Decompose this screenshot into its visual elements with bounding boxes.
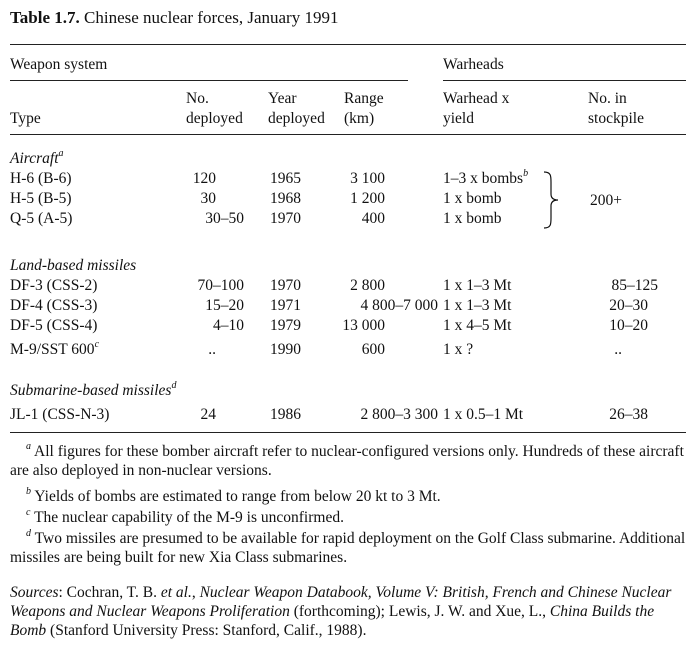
- cell-warhead: 1 x 1–3 Mt: [443, 297, 512, 314]
- section-submarine-based: Submarine-based missiles$^d$: [10, 379, 177, 399]
- sources-label: Sources: [10, 584, 59, 601]
- section-aircraft: Aircraft$^a$: [10, 147, 64, 167]
- header-stockpile-1: No. in: [588, 90, 627, 107]
- cell-year: 1990: [270, 341, 301, 358]
- header-range-1: Range: [344, 90, 384, 107]
- cell-year: 1971: [270, 297, 301, 314]
- top-rule: [10, 44, 686, 45]
- cell-type: Q-5 (A-5): [10, 210, 73, 227]
- header-stockpile-2: stockpile: [588, 110, 644, 127]
- cell-type: H-5 (B-5): [10, 190, 72, 207]
- cell-warhead: 1–3 x bombs$^b$: [443, 167, 529, 187]
- sources-note: Sources: Cochran, T. B. et al., Nuclear Weapon Databook, Volume V: British, French and Chinese Nuclear Weapons and Nuclear Weapons Proliferation (forthcoming); Lewis, J. W. and Xue, L., China Builds the Bomb (Stanford University Press: Stanford, Calif., 1988).: [10, 584, 672, 639]
- bottom-rule: [10, 432, 686, 433]
- cell-range: 4 800–7 000: [360, 297, 438, 314]
- cell-warhead: 1 x 1–3 Mt: [443, 277, 512, 294]
- footnote-mark: a: [26, 440, 31, 452]
- cell-range: 3 100: [350, 170, 385, 187]
- cell-range: 13 000: [342, 317, 385, 334]
- cell-stockpile: 10–20: [609, 317, 648, 334]
- cell-stockpile: 85–125: [611, 277, 658, 294]
- header-year-2: deployed: [268, 110, 325, 127]
- source-book-title: Nuclear Weapon Databook, Volume V: British, French and Chinese Nuclear Weapons and Nuclear Weapons Proliferation: [10, 584, 672, 620]
- footnote-d: $^d$ Two missiles are presumed to be available for rapid deployment on the Golf Class submarine. Additional missiles are being built for new Xia Class submarines.: [10, 527, 686, 566]
- cell-deployed: ..: [208, 341, 216, 358]
- header-type: Type: [10, 110, 41, 127]
- cell-type: M-9/SST 600$^c$: [10, 338, 100, 358]
- cell-warhead: 1 x 0.5–1 Mt: [443, 406, 524, 423]
- table-caption: Chinese nuclear forces, January 1991: [84, 8, 339, 27]
- cell-deployed: 30: [200, 190, 216, 207]
- cell-stockpile: 20–30: [609, 297, 648, 314]
- footnote-mark: a: [58, 147, 64, 159]
- cell-year: 1986: [270, 406, 301, 423]
- cell-stockpile-group: 200+: [590, 192, 622, 209]
- header-no-deployed-2: deployed: [186, 110, 243, 127]
- weapon-group-rule: [10, 80, 408, 81]
- cell-deployed: 15–20: [205, 297, 244, 314]
- cell-stockpile: 26–38: [609, 406, 648, 423]
- cell-warhead: 1 x bomb: [443, 190, 502, 207]
- group-weapon-system: Weapon system: [10, 56, 108, 73]
- footnote-mark: d: [171, 379, 177, 391]
- cell-warhead: 1 x 4–5 Mt: [443, 317, 512, 334]
- footnote-c: $^c$ The nuclear capability of the M-9 is unconfirmed.: [26, 506, 344, 526]
- header-warhead-2: yield: [443, 110, 474, 127]
- cell-deployed: 120: [192, 170, 216, 187]
- warheads-group-rule: [443, 80, 686, 81]
- cell-range: 2 800: [350, 277, 385, 294]
- section-land-based: Land-based missiles: [10, 257, 137, 274]
- cell-warhead: 1 x ?: [443, 341, 474, 358]
- cell-deployed: 4–10: [213, 317, 244, 334]
- cell-warhead: 1 x bomb: [443, 210, 502, 227]
- cell-type: JL-1 (CSS-N-3): [10, 406, 110, 423]
- cell-type: DF-4 (CSS-3): [10, 297, 98, 314]
- cell-type: DF-3 (CSS-2): [10, 277, 98, 294]
- cell-range: 400: [361, 210, 385, 227]
- footnote-b: $^b$ Yields of bombs are estimated to range from below 20 kt to 3 Mt.: [26, 485, 441, 505]
- cell-deployed: 30–50: [205, 210, 244, 227]
- table-number: Table 1.7.: [10, 8, 80, 27]
- footnote-mark: c: [94, 338, 100, 350]
- cell-range: 2 800–3 300: [360, 406, 438, 423]
- cell-range: 600: [361, 341, 385, 358]
- cell-year: 1968: [270, 190, 301, 207]
- cell-deployed: 24: [200, 406, 216, 423]
- header-no-deployed-1: No.: [186, 90, 209, 107]
- group-warheads: Warheads: [443, 56, 504, 73]
- header-range-2: (km): [344, 110, 375, 127]
- cell-type: DF-5 (CSS-4): [10, 317, 98, 334]
- header-year-1: Year: [268, 90, 297, 107]
- cell-type: H-6 (B-6): [10, 170, 72, 187]
- header-warhead-1: Warhead x: [443, 90, 510, 107]
- curly-brace-icon: [538, 170, 562, 230]
- footnote-mark: b: [26, 485, 31, 497]
- header-rule: [10, 134, 686, 135]
- table-title: [10, 8, 338, 28]
- cell-year: 1979: [270, 317, 301, 334]
- footnote-mark: b: [523, 167, 529, 179]
- cell-year: 1965: [270, 170, 301, 187]
- cell-year: 1970: [270, 210, 301, 227]
- cell-range: 1 200: [350, 190, 385, 207]
- footnote-a: $^a$ All figures for these bomber aircraft refer to nuclear-configured versions only. Hundreds of these aircraft are also deployed in non-nuclear versions.: [10, 440, 684, 479]
- cell-stockpile: ..: [614, 341, 622, 358]
- source-book-title: China Builds the Bomb: [10, 603, 655, 639]
- footnote-mark: d: [26, 527, 31, 539]
- cell-year: 1970: [270, 277, 301, 294]
- footnote-mark: c: [26, 506, 31, 518]
- cell-deployed: 70–100: [197, 277, 244, 294]
